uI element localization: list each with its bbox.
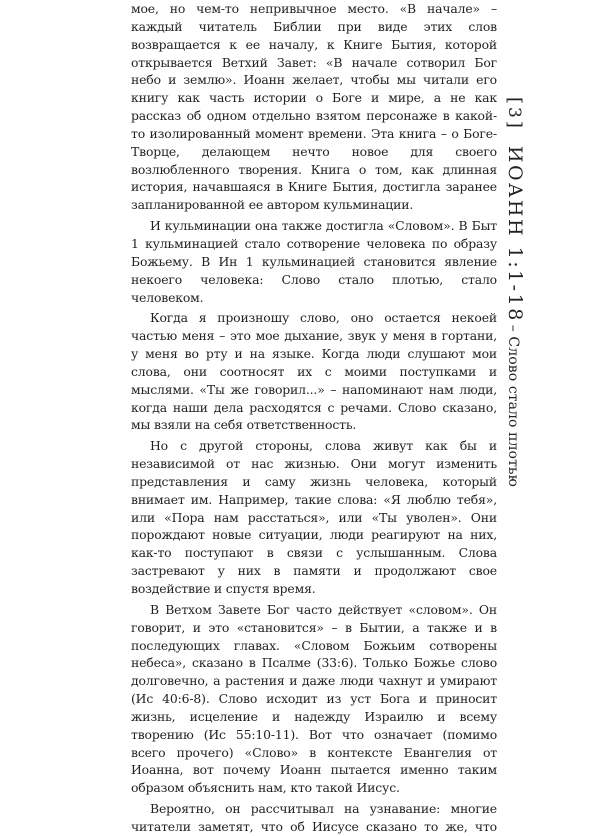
- paragraph: Когда я произношу слово, оно остается некоей частью меня – это мое дыхание, звук у меня в гортани, у меня во рту и на языке. Когда люди слушают мои слова, они соотносят их с моими поступками и мыслями. «Ты же говорил...» – напоминают нам люди, когда наши дела расходятся с речами. Слово сказано, мы взяли на себя ответственность.: [131, 310, 497, 433]
- paragraph: В Ветхом Завете Бог часто действует «словом». Он говорит, и это «становится» – в Бытии, а также и в последующих главах. «Словом Божьим сотворены небеса», сказано в Псалме (33:6). Только Божье слово долговечно, а растения и даже люди чахнут и умирают (Ис 40:6-8). Слово исходит из уст Бога и приносит жизнь, исцеление и надежду Израилю и всему творению (Ис 55:10-11). Вот что означает (помимо всего прочего) «Слово» в контексте Евангелия от Иоанна, вот почему Иоанн пытается именно таким образом объяснить нам, кто такой Иисус.: [131, 601, 497, 796]
- bracket-open: [: [504, 97, 525, 105]
- paragraph: Но с другой стороны, слова живут как бы и независимой от нас жизнью. Они могут изменить представления и саму жизнь человека, который внимает им. Например, такие слова: «Я люблю тебя», или «Пора нам расстаться», или «Ты уволен». Они порождают новые ситуации, люди реагируют на них, как-то поступают в связи с услышанным. Слова застревают у них в памяти и продолжают свое воздействие и спустя время.: [131, 438, 497, 596]
- paragraph: И кульминации она также достигла «Словом». В Быт 1 кульминацией стало сотворение человека по образу Божьему. В Ин 1 кульминацией становится явление некоего человека: Слово стало плотью, стало человеком.: [131, 218, 497, 305]
- paragraph: мое, но чем-то непривычное место. «В начале» – каждый читатель Библии при виде этих слов возвращается к ее началу, к Книге Бытия, которой открывается Ветхий Завет: «В начале сотворил Бог небо и землю». Иоанн желает, чтобы мы читали его книгу как часть истории о Боге и мире, а не как рассказ об одном отдельно взятом персонаже в какой-то изолированный момент времени. Эта книга – о Боге-Творце, делающем нечто новое для своего возлюбленного творения. Книга о том, как длинная история, начавшаяся в Книге Бытия, достигла заранее запланированной ее автором кульминации.: [131, 1, 497, 213]
- page-number-box: [504, 95, 525, 130]
- page-number: 3: [504, 107, 524, 118]
- section-title: – Слово стало плотью: [505, 324, 521, 487]
- bracket-close: ]: [504, 120, 525, 128]
- body-text: [131, 0, 497, 834]
- book-reference: ИОАНН 1:1-18: [504, 145, 526, 323]
- paragraph: Вероятно, он рассчитывал на узнавание: многие читатели заметят, что об Иисусе сказано то же, что: [131, 801, 497, 834]
- running-head: [498, 95, 534, 655]
